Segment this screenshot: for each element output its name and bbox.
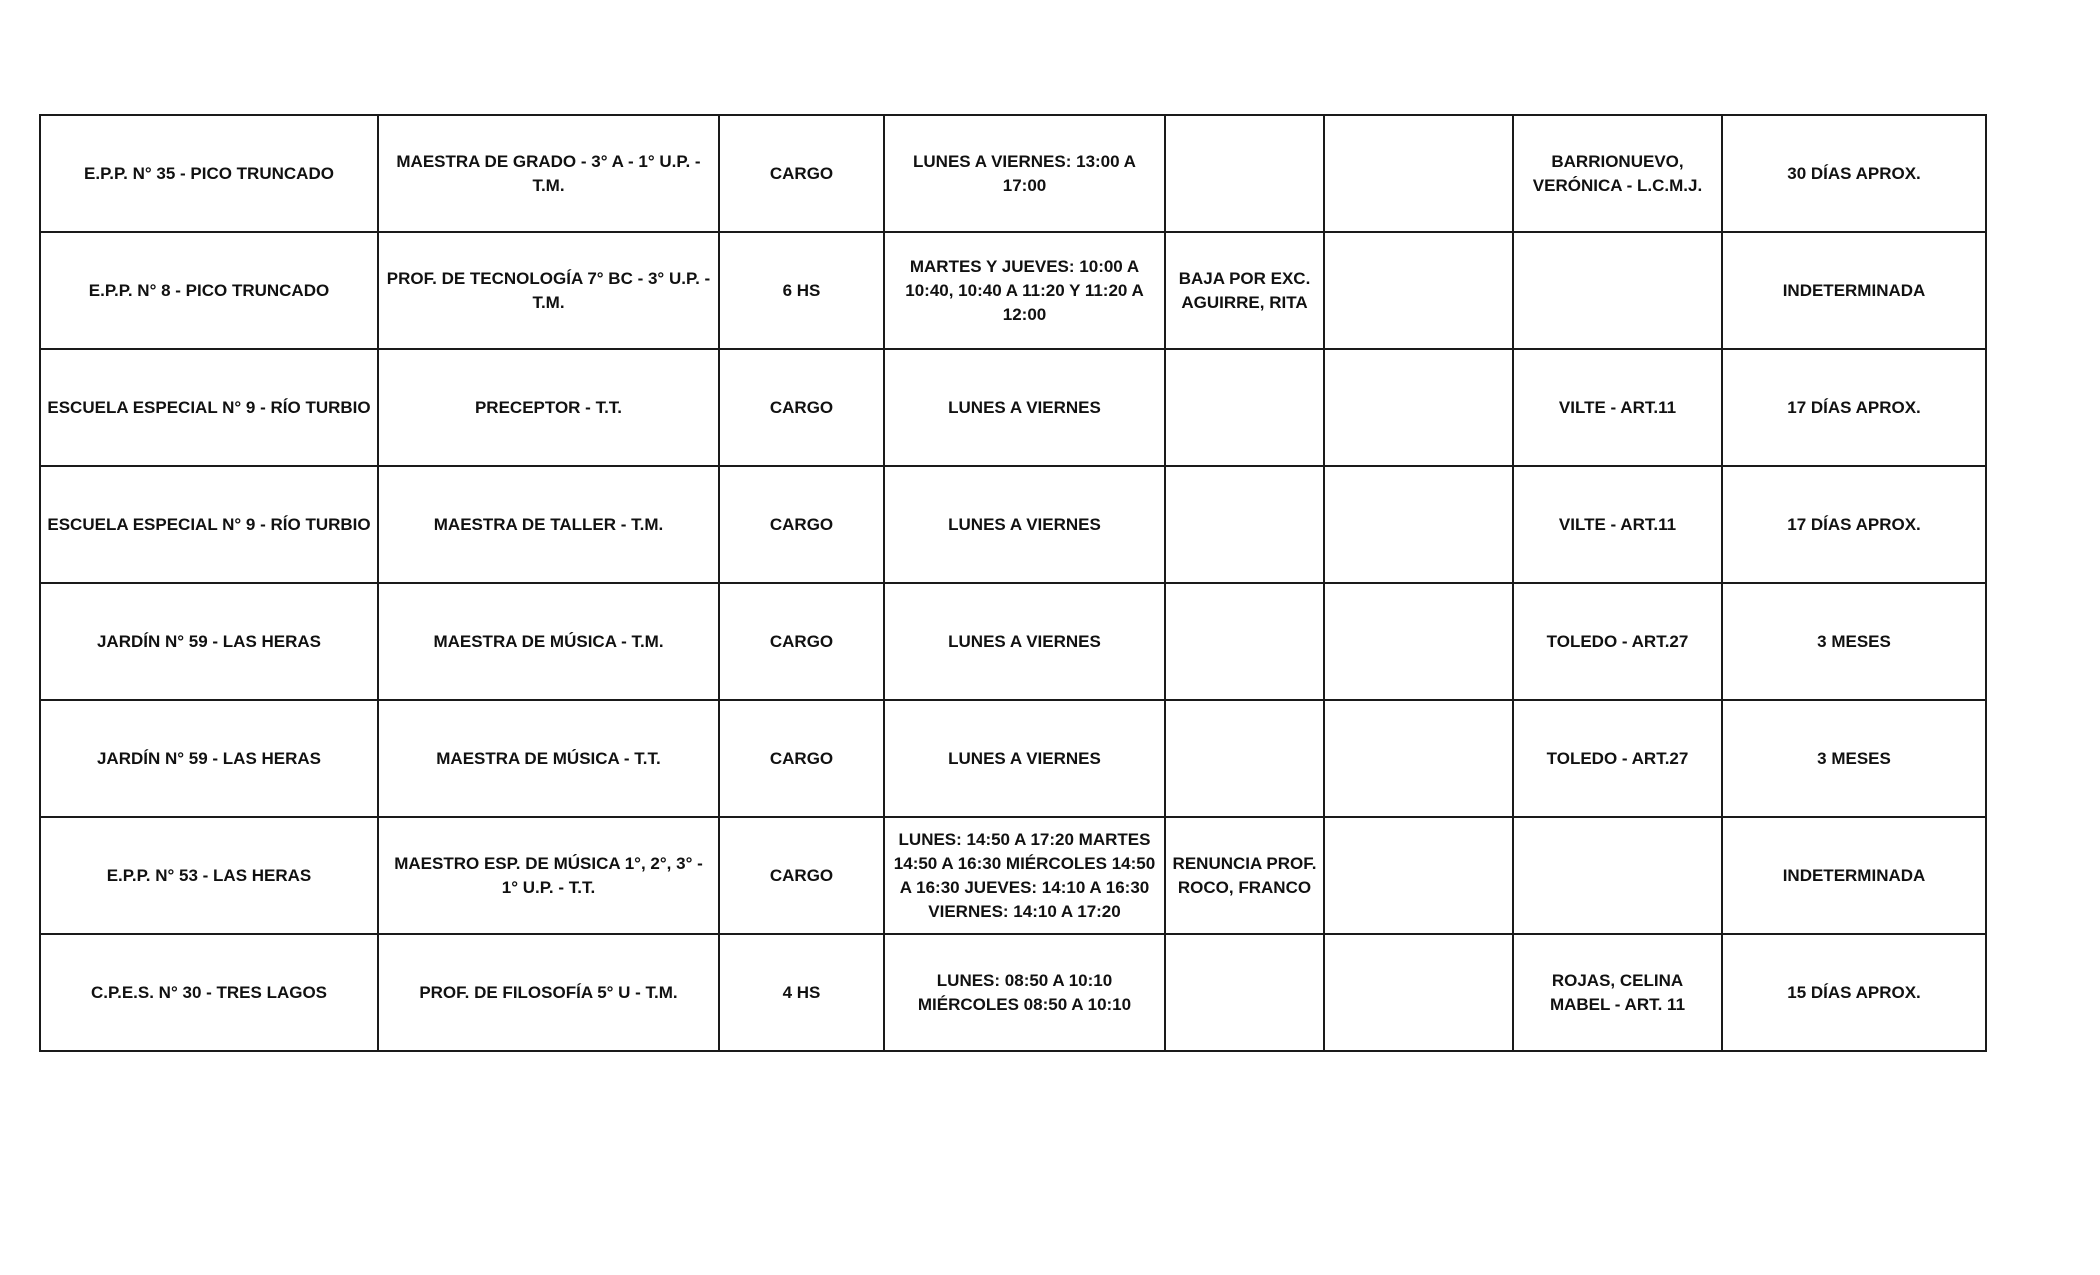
school-cell: JARDÍN N° 59 - LAS HERAS (40, 700, 378, 817)
schedule-cell: LUNES: 08:50 A 10:10 MIÉRCOLES 08:50 A 10:10 (884, 934, 1165, 1051)
empty-cell (1324, 934, 1513, 1051)
load-cell: 6 HS (719, 232, 884, 349)
position-cell: MAESTRA DE MÚSICA - T.M. (378, 583, 719, 700)
school-cell: JARDÍN N° 59 - LAS HERAS (40, 583, 378, 700)
holder-cell (1513, 817, 1722, 934)
school-cell: C.P.E.S. N° 30 - TRES LAGOS (40, 934, 378, 1051)
position-cell: PRECEPTOR - T.T. (378, 349, 719, 466)
reason-cell: BAJA POR EXC. AGUIRRE, RITA (1165, 232, 1324, 349)
position-cell: PROF. DE TECNOLOGÍA 7° BC - 3° U.P. - T.M. (378, 232, 719, 349)
position-cell: PROF. DE FILOSOFÍA 5° U - T.M. (378, 934, 719, 1051)
holder-cell: ROJAS, CELINA MABEL - ART. 11 (1513, 934, 1722, 1051)
reason-cell (1165, 466, 1324, 583)
load-cell: CARGO (719, 583, 884, 700)
duration-cell: 17 DÍAS APROX. (1722, 349, 1986, 466)
school-cell: ESCUELA ESPECIAL N° 9 - RÍO TURBIO (40, 349, 378, 466)
schedule-cell: LUNES A VIERNES (884, 583, 1165, 700)
schedule-cell: MARTES Y JUEVES: 10:00 A 10:40, 10:40 A 11:20 Y 11:20 A 12:00 (884, 232, 1165, 349)
duration-cell: 3 MESES (1722, 583, 1986, 700)
table-row (40, 583, 1986, 700)
holder-cell: BARRIONUEVO, VERÓNICA - L.C.M.J. (1513, 115, 1722, 232)
holder-cell (1513, 232, 1722, 349)
reason-cell (1165, 934, 1324, 1051)
table-row (40, 232, 1986, 349)
vacancies-table (39, 114, 1987, 1052)
holder-cell: VILTE - ART.11 (1513, 466, 1722, 583)
empty-cell (1324, 232, 1513, 349)
load-cell: CARGO (719, 466, 884, 583)
school-cell: ESCUELA ESPECIAL N° 9 - RÍO TURBIO (40, 466, 378, 583)
table-row (40, 349, 1986, 466)
empty-cell (1324, 817, 1513, 934)
load-cell: CARGO (719, 349, 884, 466)
table-row (40, 700, 1986, 817)
reason-cell (1165, 700, 1324, 817)
reason-cell (1165, 115, 1324, 232)
school-cell: E.P.P. N° 8 - PICO TRUNCADO (40, 232, 378, 349)
load-cell: CARGO (719, 817, 884, 934)
load-cell: 4 HS (719, 934, 884, 1051)
table-row (40, 466, 1986, 583)
reason-cell: RENUNCIA PROF. ROCO, FRANCO (1165, 817, 1324, 934)
empty-cell (1324, 115, 1513, 232)
duration-cell: 17 DÍAS APROX. (1722, 466, 1986, 583)
schedule-cell: LUNES A VIERNES: 13:00 A 17:00 (884, 115, 1165, 232)
duration-cell: 30 DÍAS APROX. (1722, 115, 1986, 232)
position-cell: MAESTRA DE GRADO - 3° A - 1° U.P. - T.M. (378, 115, 719, 232)
table-row (40, 115, 1986, 232)
load-cell: CARGO (719, 115, 884, 232)
duration-cell: INDETERMINADA (1722, 817, 1986, 934)
schedule-cell: LUNES A VIERNES (884, 466, 1165, 583)
holder-cell: TOLEDO - ART.27 (1513, 700, 1722, 817)
position-cell: MAESTRA DE TALLER - T.M. (378, 466, 719, 583)
school-cell: E.P.P. N° 35 - PICO TRUNCADO (40, 115, 378, 232)
reason-cell (1165, 583, 1324, 700)
load-cell: CARGO (719, 700, 884, 817)
schedule-cell: LUNES A VIERNES (884, 700, 1165, 817)
holder-cell: TOLEDO - ART.27 (1513, 583, 1722, 700)
empty-cell (1324, 700, 1513, 817)
duration-cell: INDETERMINADA (1722, 232, 1986, 349)
schedule-cell: LUNES A VIERNES (884, 349, 1165, 466)
table-row (40, 817, 1986, 934)
holder-cell: VILTE - ART.11 (1513, 349, 1722, 466)
duration-cell: 3 MESES (1722, 700, 1986, 817)
empty-cell (1324, 349, 1513, 466)
table-row (40, 934, 1986, 1051)
school-cell: E.P.P. N° 53 - LAS HERAS (40, 817, 378, 934)
table-body (40, 115, 1986, 1051)
duration-cell: 15 DÍAS APROX. (1722, 934, 1986, 1051)
position-cell: MAESTRA DE MÚSICA - T.T. (378, 700, 719, 817)
empty-cell (1324, 466, 1513, 583)
reason-cell (1165, 349, 1324, 466)
schedule-cell: LUNES: 14:50 A 17:20 MARTES 14:50 A 16:30 MIÉRCOLES 14:50 A 16:30 JUEVES: 14:10 A 16:30 VIERNES: 14:10 A 17:20 (884, 817, 1165, 934)
position-cell: MAESTRO ESP. DE MÚSICA 1°, 2°, 3° - 1° U.P. - T.T. (378, 817, 719, 934)
empty-cell (1324, 583, 1513, 700)
